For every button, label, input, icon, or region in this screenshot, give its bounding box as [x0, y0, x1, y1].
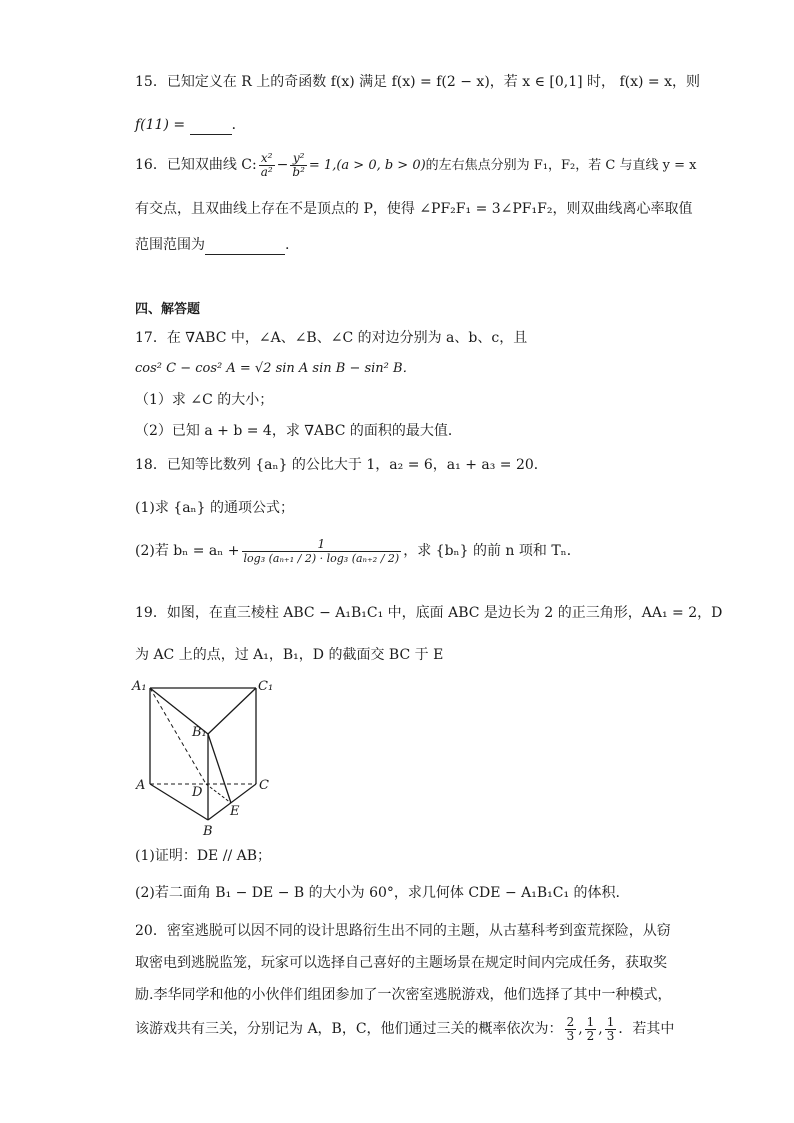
q20-prob-c — [605, 1016, 617, 1043]
q18-part2 — [135, 534, 581, 568]
label-c: C — [259, 778, 269, 793]
q15-line2 — [135, 116, 246, 135]
q20-line4-prefix: 该游戏共有三关，分别记为 A，B，C，他们通过三关的概率依次为： — [135, 1021, 563, 1037]
q16-frac-y-den: b² — [292, 164, 305, 179]
q16-frac-x-num: x² — [259, 152, 275, 166]
q17-part1: （1）求 ∠C 的大小； — [135, 392, 274, 408]
q18-fraction-num: 1 — [242, 538, 402, 552]
q18-part2-prefix: (2)若 bₙ = aₙ + — [135, 543, 240, 559]
q15-answer-prefix: f(11) = — [135, 117, 190, 133]
label-d: D — [192, 785, 203, 800]
q16-answer-blank — [205, 236, 285, 255]
q16-line1 — [135, 150, 696, 181]
q15-line1: 15．已知定义在 R 上的奇函数 f(x) 满足 f(x) = f(2 − x)，若 x ∈ [0,1] 时， f(x) = x，则 — [135, 74, 701, 90]
q20-line4-suffix: ．若其中 — [618, 1021, 675, 1037]
q18-fraction-den: log₃ (aₙ₊₁ / 2) · log₃ (aₙ₊₂ / 2) — [243, 551, 400, 565]
q18-part1: (1)求 {aₙ} 的通项公式； — [135, 500, 294, 516]
label-e: E — [230, 804, 240, 819]
label-a: A — [136, 778, 146, 793]
q17-line1: 17．在 ∇ABC 中，∠A、∠B、∠C 的对边分别为 a、b、c，且 — [135, 330, 528, 346]
q17-part2: （2）已知 a + b = 4，求 ∇ABC 的面积的最大值． — [135, 423, 462, 439]
line-b1-e — [208, 734, 231, 803]
q18-fraction — [242, 538, 402, 565]
q16-frac-x — [259, 152, 275, 179]
q18-line1: 18．已知等比数列 {aₙ} 的公比大于 1，a₂ = 6，a₁ + a₃ = 20． — [135, 457, 548, 473]
q15-answer-suffix: ． — [231, 117, 246, 133]
q16-line2: 有交点，且双曲线上存在不是顶点的 P，使得 ∠PF₂F₁ = 3∠PF₁F₂，则双曲线离心率取值 — [135, 201, 693, 217]
edge-b1-c1 — [208, 688, 256, 734]
label-b1: B₁ — [192, 725, 207, 740]
q20-prob-c-den: 3 — [606, 1028, 615, 1043]
q19-line2: 为 AC 上的点，过 A₁，B₁，D 的截面交 BC 于 E — [135, 647, 444, 663]
q20-prob-c-num: 1 — [606, 1014, 615, 1029]
q16-line1-prefix: 16．已知双曲线 C: — [135, 157, 257, 173]
label-c1: C₁ — [258, 679, 274, 694]
q19-part1: (1)证明：DE // AB； — [135, 848, 272, 864]
q20-prob-a-den: 3 — [566, 1028, 575, 1043]
q20-prob-a-num: 2 — [566, 1014, 575, 1029]
q16-frac-x-den: a² — [260, 164, 273, 179]
q19-part2: (2)若二面角 B₁ − DE − B 的大小为 60°，求几何体 CDE − A₁B₁C₁ 的体积. — [135, 885, 620, 901]
label-a1: A₁ — [132, 679, 147, 694]
q15-answer-blank — [190, 116, 232, 135]
q20-prob-b-num: 1 — [586, 1014, 595, 1029]
q16-frac-y — [290, 152, 307, 179]
q16-line1-suffix: 的左右焦点分别为 F₁，F₂，若 C 与直线 y = x — [425, 158, 697, 173]
q20-line2: 取密电到逃脱监笼，玩家可以选择自己喜好的主题场景在规定时间内完成任务，获取奖 — [135, 955, 667, 971]
q20-line1: 20．密室逃脱可以因不同的设计思路衍生出不同的主题，从古墓科考到蛮荒探险，从窃 — [135, 923, 671, 939]
q20-prob-b-den: 2 — [586, 1028, 595, 1043]
q16-line3-prefix: 范围范围为 — [135, 237, 205, 253]
q20-line4: 该游戏共有三关，分别记为 A，B，C，他们通过三关的概率依次为： $\frac{2}{3}$ , $\frac{1}{2}$ , $\frac{1}{3}$ ．若其中 — [135, 1014, 675, 1043]
q17-line2: cos² C − cos² A = √2 sin A sin B − sin² B． — [135, 361, 416, 376]
q16-frac-y-num: y² — [290, 152, 307, 166]
q20-prob-a — [565, 1016, 577, 1043]
q18-part2-suffix: ，求 {bₙ} 的前 n 项和 Tₙ． — [403, 543, 581, 559]
section4-heading: 四、解答题 — [135, 302, 201, 317]
q16-line3 — [135, 236, 289, 255]
q16-minus: − — [276, 157, 289, 173]
q20-prob-b — [585, 1016, 597, 1043]
q20-line3: 励.李华同学和他的小伙伴们组团参加了一次密室逃脱游戏，他们选择了其中一种模式， — [135, 987, 672, 1003]
q19-line1: 19．如图，在直三棱柱 ABC − A₁B₁C₁ 中，底面 ABC 是边长为 2 的正三角形，AA₁ = 2，D — [135, 605, 723, 621]
q16-line3-suffix: . — [285, 237, 290, 253]
q16-eq-rest: = 1,(a > 0, b > 0) — [308, 158, 426, 173]
label-b: B — [203, 824, 213, 839]
prism-figure — [128, 672, 278, 842]
